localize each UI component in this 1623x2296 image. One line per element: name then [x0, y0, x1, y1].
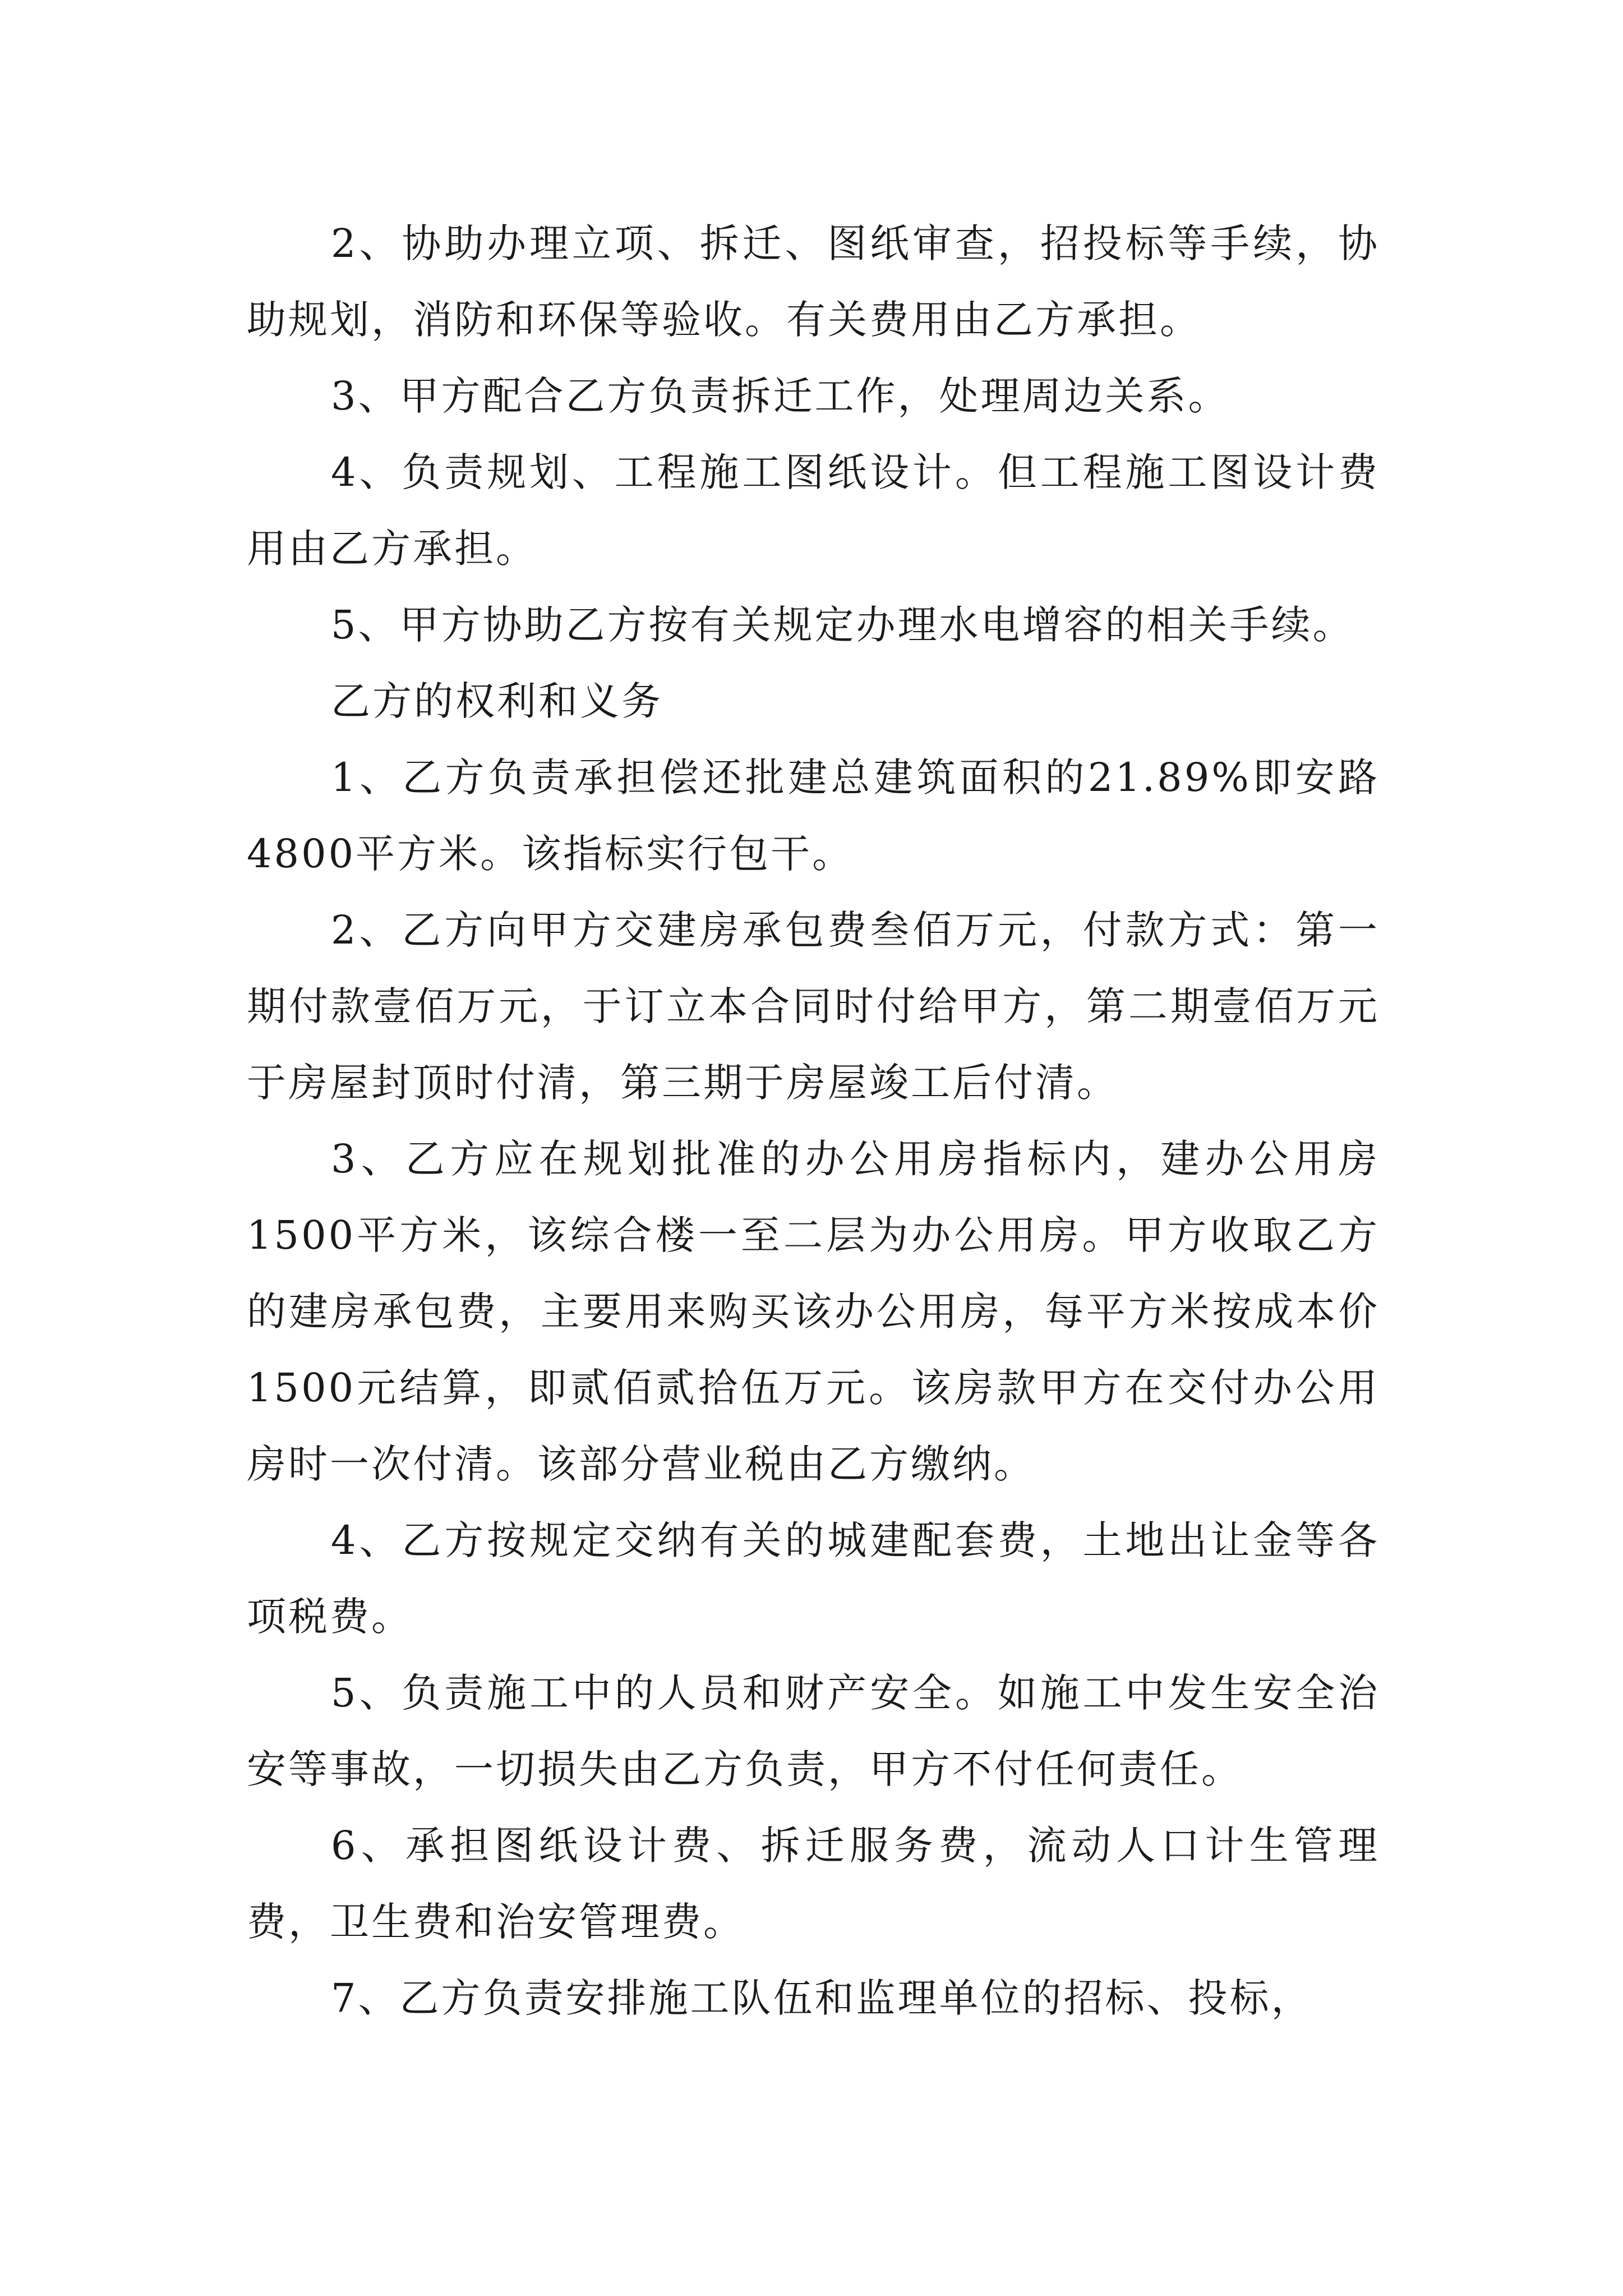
section-heading-party-b: 乙方的权利和义务	[331, 678, 663, 724]
paragraph-obligation-2: 2、协助办理立项、拆迁、图纸审查，招投标等手续，协助规划，消防和环保等验收。有关费用由乙方承担。	[247, 220, 1380, 343]
paragraph-party-b-5: 5、负责施工中的人员和财产安全。如施工中发生安全治安等事故，一切损失由乙方负责，甲方不付任何责任。	[247, 1670, 1380, 1792]
paragraph-obligation-3: 3、甲方配合乙方负责拆迁工作，处理周边关系。	[331, 373, 1230, 419]
document-body	[247, 205, 1380, 2036]
paragraph-obligation-4: 4、负责规划、工程施工图纸设计。但工程施工图设计费用由乙方承担。	[247, 449, 1380, 572]
paragraph-obligation-5: 5、甲方协助乙方按有关规定办理水电增容的相关手续。	[331, 602, 1354, 648]
paragraph-party-b-1: 1、乙方负责承担偿还批建总建筑面积的21.89%即安路4800平方米。该指标实行包干。	[247, 754, 1380, 877]
paragraph-party-b-6: 6、承担图纸设计费、拆迁服务费，流动人口计生管理费，卫生费和治安管理费。	[247, 1823, 1380, 1945]
paragraph-party-b-7: 7、乙方负责安排施工队伍和监理单位的招标、投标，	[331, 1975, 1313, 2021]
paragraph-party-b-2: 2、乙方向甲方交建房承包费叁佰万元，付款方式：第一期付款壹佰万元，于订立本合同时付给甲方，第二期壹佰万元于房屋封顶时付清，第三期于房屋竣工后付清。	[247, 907, 1380, 1106]
paragraph-party-b-4: 4、乙方按规定交纳有关的城建配套费，土地出让金等各项税费。	[247, 1517, 1380, 1640]
paragraph-party-b-3: 3、乙方应在规划批准的办公用房指标内，建办公用房1500平方米，该综合楼一至二层为办公用房。甲方收取乙方的建房承包费，主要用来购买该办公用房，每平方米按成本价1500元结算，即贰佰贰拾伍万元。该房款甲方在交付办公用房时一次付清。该部分营业税由乙方缴纳。	[247, 1136, 1380, 1487]
